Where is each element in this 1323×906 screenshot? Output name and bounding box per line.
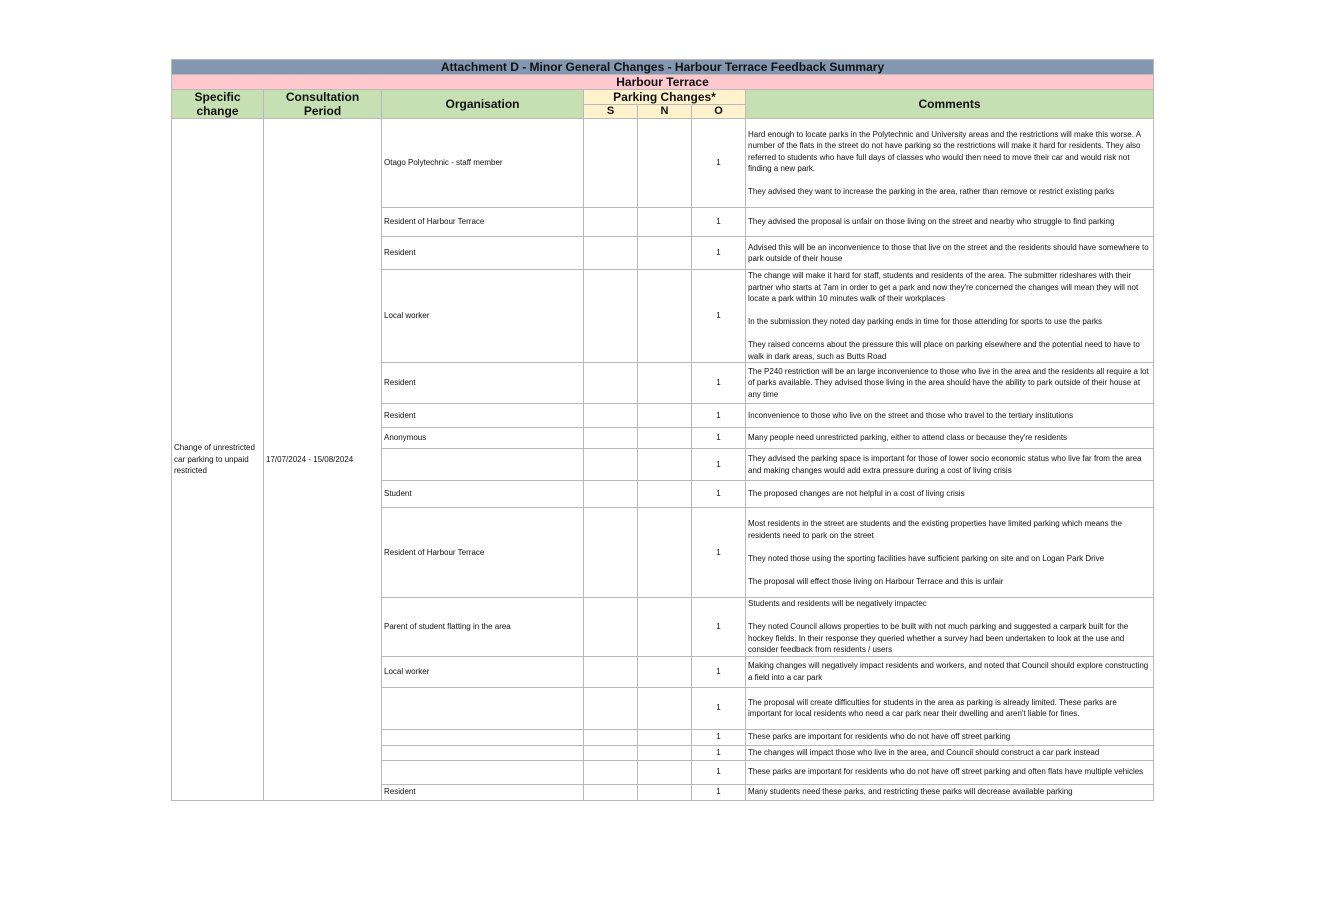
comment-cell xyxy=(746,508,1154,598)
count-n-cell xyxy=(638,404,692,428)
comment-cell xyxy=(746,784,1154,800)
comment-paragraph: Advised this will be an inconvenience to those that live on the street and the residents should have somewhere to park outside of their house xyxy=(748,242,1149,263)
comment-cell xyxy=(746,404,1154,428)
count-n-cell xyxy=(638,208,692,237)
organisation-cell: Resident xyxy=(382,404,584,428)
comment-cell xyxy=(746,449,1154,481)
organisation-cell: Resident of Harbour Terrace xyxy=(382,208,584,237)
count-s-cell xyxy=(584,428,638,449)
count-o-cell: 1 xyxy=(692,428,746,449)
organisation-cell xyxy=(382,687,584,729)
comment-paragraph: They advised they want to increase the parking in the area, rather than remove or restrict existing parks xyxy=(748,187,1114,196)
comment-cell xyxy=(746,598,1154,657)
count-s-cell xyxy=(584,598,638,657)
comment-paragraph: Many students need these parks, and restricting these parks will decrease available parking xyxy=(748,787,1073,797)
count-s-cell xyxy=(584,508,638,598)
organisation-cell: Resident of Harbour Terrace xyxy=(382,508,584,598)
count-n-cell xyxy=(638,508,692,598)
count-s-cell xyxy=(584,208,638,237)
sheet-subtitle: Harbour Terrace xyxy=(172,75,1154,90)
feedback-rows xyxy=(172,119,1154,801)
count-n-cell xyxy=(638,481,692,508)
count-n-cell xyxy=(638,784,692,800)
count-n-cell xyxy=(638,270,692,363)
comment-cell xyxy=(746,729,1154,745)
table-row xyxy=(172,119,1154,208)
organisation-cell xyxy=(382,729,584,745)
count-n-cell xyxy=(638,363,692,404)
organisation-cell: Student xyxy=(382,481,584,508)
header-comments: Comments xyxy=(746,90,1154,119)
count-s-cell xyxy=(584,481,638,508)
count-n-cell xyxy=(638,760,692,784)
comment-paragraph: The P240 restriction will be an large inconvenience to those who live in the area and the residents all require a lot of parks available. They advised those living in the area should have the ability to park outside of their house at any time xyxy=(748,366,1149,399)
count-n-cell xyxy=(638,745,692,760)
comment-cell xyxy=(746,237,1154,270)
organisation-cell xyxy=(382,449,584,481)
comment-paragraph: They raised concerns about the pressure this will place on parking elsewhere and the potential need to have to walk in dark areas, such as Butts Road xyxy=(748,340,1140,361)
count-o-cell: 1 xyxy=(692,404,746,428)
organisation-cell: Local worker xyxy=(382,656,584,687)
organisation-cell: Resident xyxy=(382,363,584,404)
count-o-cell: 1 xyxy=(692,598,746,657)
header-specific-change: Specific change xyxy=(172,90,264,119)
comment-paragraph: The change will make it hard for staff, students and residents of the area. The submitter rideshares with their partner who starts at 7am in order to get a park and now they're concerned the changes will mean they will not locate a park within 10 minutes walk of their workplaces xyxy=(748,271,1139,303)
count-s-cell xyxy=(584,449,638,481)
count-o-cell: 1 xyxy=(692,481,746,508)
comment-paragraph: The proposed changes are not helpful in a cost of living crisis xyxy=(748,489,965,499)
count-n-cell xyxy=(638,449,692,481)
comment-paragraph: They noted Council allows properties to be built with not much parking and suggested a carpark built for the hockey fields. In their response they queried whether a survey had been undertaken to look at the use and consider feedback from residents / users xyxy=(748,622,1129,654)
count-o-cell: 1 xyxy=(692,449,746,481)
comment-cell xyxy=(746,760,1154,784)
comment-paragraph: Inconvenience to those who live on the street and those who travel to the tertiary institutions xyxy=(748,410,1074,420)
comment-paragraph: They advised the parking space is important for those of lower socio economic status who live far from the area and making changes would add extra pressure during a cost of living crisis xyxy=(748,454,1142,475)
count-o-cell: 1 xyxy=(692,784,746,800)
comment-paragraph: Students and residents will be negatively impactec xyxy=(748,599,927,608)
count-s-cell xyxy=(584,363,638,404)
organisation-cell: Anonymous xyxy=(382,428,584,449)
count-n-cell xyxy=(638,729,692,745)
count-n-cell xyxy=(638,687,692,729)
comment-paragraph: These parks are important for residents who do not have off street parking and often flats have multiple vehicles xyxy=(748,767,1144,777)
count-o-cell: 1 xyxy=(692,687,746,729)
organisation-cell: Otago Polytechnic - staff member xyxy=(382,119,584,208)
comment-paragraph: In the submission they noted day parking ends in time for those attending for sports to use the parks xyxy=(748,317,1102,326)
comment-cell xyxy=(746,270,1154,363)
comment-paragraph: They noted those using the sporting facilities have sufficient parking on site and on Logan Park Drive xyxy=(748,553,1105,563)
count-o-cell: 1 xyxy=(692,508,746,598)
organisation-cell: Parent of student flatting in the area xyxy=(382,598,584,657)
comment-paragraph: Making changes will negatively impact residents and workers, and noted that Council should explore constructing a field into a car park xyxy=(748,661,1149,682)
count-s-cell xyxy=(584,687,638,729)
count-s-cell xyxy=(584,784,638,800)
comment-paragraph: Many people need unrestricted parking, either to attend class or because they're residents xyxy=(748,433,1068,443)
comment-cell xyxy=(746,656,1154,687)
organisation-cell: Resident xyxy=(382,237,584,270)
count-s-cell xyxy=(584,760,638,784)
organisation-cell xyxy=(382,745,584,760)
count-o-cell: 1 xyxy=(692,237,746,270)
comment-cell xyxy=(746,363,1154,404)
count-n-cell xyxy=(638,119,692,208)
comment-cell xyxy=(746,745,1154,760)
organisation-cell: Local worker xyxy=(382,270,584,363)
comment-paragraph: These parks are important for residents who do not have off street parking xyxy=(748,732,1011,742)
header-n: N xyxy=(638,105,692,119)
header-parking-changes: Parking Changes* xyxy=(584,90,746,105)
header-s: S xyxy=(584,105,638,119)
organisation-cell xyxy=(382,760,584,784)
consultation-period-cell: 17/07/2024 - 15/08/2024 xyxy=(264,119,382,801)
header-o: O xyxy=(692,105,746,119)
count-o-cell: 1 xyxy=(692,729,746,745)
organisation-cell: Resident xyxy=(382,784,584,800)
feedback-summary-table xyxy=(171,59,1154,801)
count-o-cell: 1 xyxy=(692,760,746,784)
count-s-cell xyxy=(584,745,638,760)
count-s-cell xyxy=(584,270,638,363)
count-o-cell: 1 xyxy=(692,270,746,363)
comment-paragraph: Hard enough to locate parks in the Polytechnic and University areas and the restrictions will make this worse. A number of the flats in the street do not have parking so the restrictions will make it hard for residents. They also referred to students who have full days of classes who would then need to move their car and would risk not finding a new park. xyxy=(748,129,1141,173)
count-o-cell: 1 xyxy=(692,745,746,760)
count-n-cell xyxy=(638,237,692,270)
count-o-cell: 1 xyxy=(692,119,746,208)
comment-paragraph: The proposal will effect those living on Harbour Terrace and this is unfair xyxy=(748,576,1004,586)
comment-paragraph: They advised the proposal is unfair on those living on the street and nearby who struggle to find parking xyxy=(748,217,1115,227)
count-n-cell xyxy=(638,598,692,657)
header-organisation: Organisation xyxy=(382,90,584,119)
count-s-cell xyxy=(584,404,638,428)
count-n-cell xyxy=(638,656,692,687)
count-s-cell xyxy=(584,119,638,208)
comment-cell xyxy=(746,687,1154,729)
comment-paragraph: The proposal will create difficulties for students in the area as parking is already limited. These parks are important for local residents who need a car park near their dwelling and aren't liable for fines. xyxy=(748,697,1117,718)
sheet-title: Attachment D - Minor General Changes - Harbour Terrace Feedback Summary xyxy=(172,60,1154,75)
comment-cell xyxy=(746,481,1154,508)
count-s-cell xyxy=(584,237,638,270)
header-consultation-period: Consultation Period xyxy=(264,90,382,119)
specific-change-cell: Change of unrestricted car parking to unpaid restricted xyxy=(172,119,264,801)
comment-paragraph: Most residents in the street are students and the existing properties have limited parking which means the residents need to park on the street xyxy=(748,519,1122,540)
count-o-cell: 1 xyxy=(692,208,746,237)
count-s-cell xyxy=(584,656,638,687)
count-o-cell: 1 xyxy=(692,656,746,687)
comment-cell xyxy=(746,119,1154,208)
count-o-cell: 1 xyxy=(692,363,746,404)
comment-cell xyxy=(746,428,1154,449)
count-s-cell xyxy=(584,729,638,745)
count-n-cell xyxy=(638,428,692,449)
comment-paragraph: The changes will impact those who live in the area, and Council should construct a car park instead xyxy=(748,747,1100,757)
comment-cell xyxy=(746,208,1154,237)
